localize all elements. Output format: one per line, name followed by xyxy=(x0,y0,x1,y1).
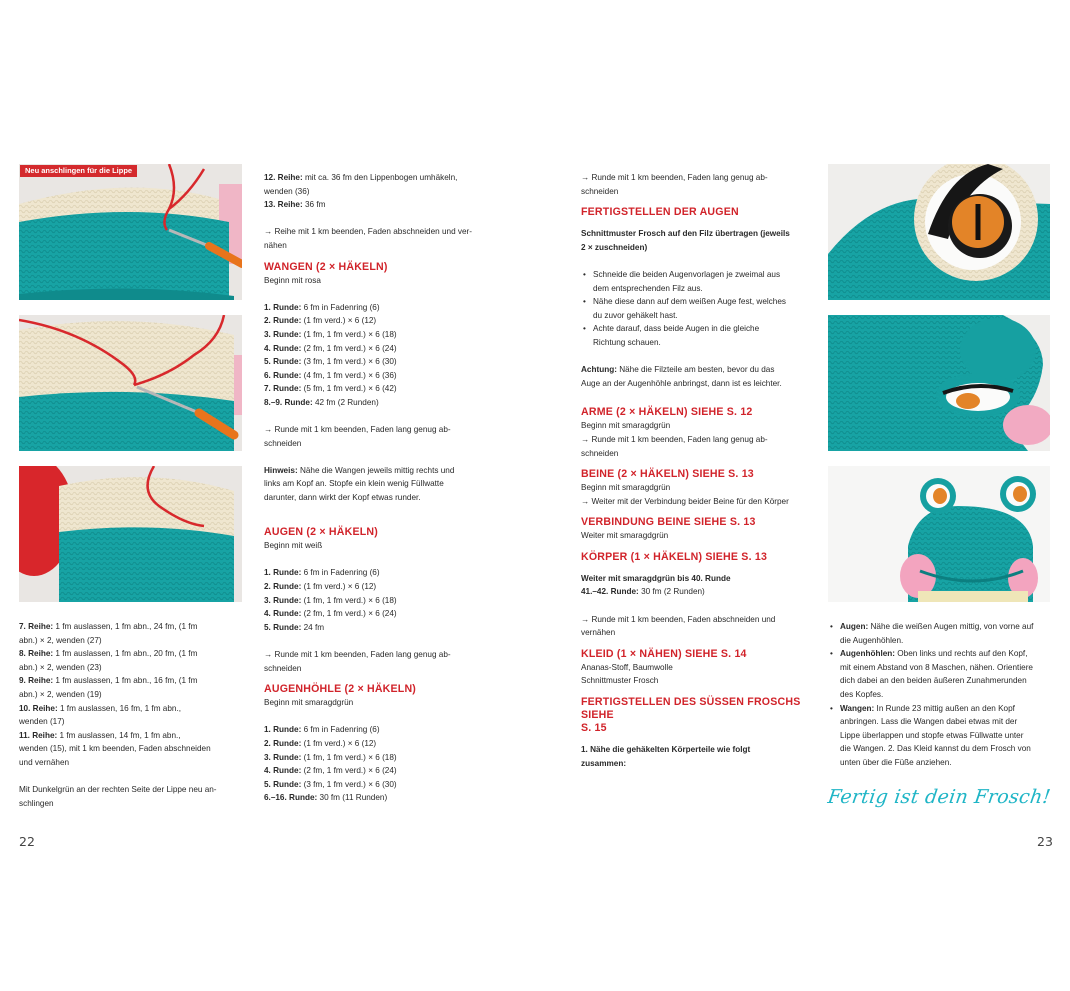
wangen-start-color: Beginn mit rosa xyxy=(264,275,321,285)
note-line: schneiden xyxy=(581,186,619,196)
instruction-line: 4. Runde: (2 fm, 1 fm verd.) × 6 (24) xyxy=(264,766,397,776)
instruction-line: Achtung: Nähe die Filzteile am besten, bevor du das xyxy=(581,365,775,375)
bullet-item: • Nähe diese dann auf dem weißen Auge fest, welches du zuvor gehäkelt hast. xyxy=(581,295,811,322)
kleid-line: Ananas-Stoff, Baumwolle xyxy=(581,662,673,672)
instruction-line: 5. Runde: (3 fm, 1 fm verd.) × 6 (30) xyxy=(264,779,397,789)
heading-arme: ARME (2 × HÄKELN) SIEHE S. 12 xyxy=(581,406,753,419)
assembly-list xyxy=(828,620,1058,770)
instruction-line: 3. Runde: (1 fm, 1 fm verd.) × 6 (18) xyxy=(264,752,397,762)
instruction-line: 2. Runde: (1 fm verd.) × 6 (12) xyxy=(264,316,377,326)
bullet-item: • Augenhöhlen: Oben links und rechts auf den Kopf, mit einem Abstand von 8 Maschen, nähen. Orientiere dich dabei an den beiden äußeren Zunahmerunden des Kopfes. xyxy=(828,647,1058,701)
instruction-line: 6. Runde: (4 fm, 1 fm verd.) × 6 (36) xyxy=(264,370,397,380)
instruction-line: und vernähen xyxy=(19,757,70,767)
instructions-column-4 xyxy=(828,620,1058,770)
arme-line: Beginn mit smaragdgrün xyxy=(581,421,671,431)
note-line: vernähen xyxy=(581,628,616,638)
schnittmuster-line: 2 × zuschneiden) xyxy=(581,242,648,252)
photo-frog-finished xyxy=(828,466,1050,602)
photo-lip-step-3 xyxy=(19,466,242,602)
kleid-line: Schnittmuster Frosch xyxy=(581,676,659,686)
heading-fertigstellen-frosch-2: S. 15 xyxy=(581,722,607,735)
instruction-line: 13. Reihe: 36 fm xyxy=(264,200,326,210)
photo-frog-head-side-image xyxy=(828,315,1050,451)
photo-frog-eye-closeup-image xyxy=(828,164,1050,300)
beine-line: Beginn mit smaragdgrün xyxy=(581,483,671,493)
note-line: schneiden xyxy=(264,438,302,448)
instruction-line: schlingen xyxy=(19,798,54,808)
heading-fertigstellen-frosch: FERTIGSTELLEN DES SÜSSEN FROSCHS SIEHE xyxy=(581,696,801,722)
finished-frog-script: Fertig ist dein Frosch! xyxy=(826,786,1053,808)
bullet-item: • Wangen: In Runde 23 mittig außen an den Kopf anbringen. Lass die Wangen dabei etwas mit der Lippe überlappen und stopfe etwas Füllwatte unter die Wangen. 2. Das Kleid kannst du dem Frosch von unten über die Füße anziehen. xyxy=(828,702,1058,770)
photo-frog-eye-closeup xyxy=(828,164,1050,300)
note-line: → Runde mit 1 km beenden, Faden lang genug ab- xyxy=(581,173,768,182)
note-line: schneiden xyxy=(264,663,302,673)
instruction-line: 4. Runde: (2 fm, 1 fm verd.) × 6 (24) xyxy=(264,343,397,353)
note-line: → Runde mit 1 km beenden, Faden lang genug ab- xyxy=(264,650,451,659)
heading-augenhoehle: AUGENHÖHLE (2 × HÄKELN) xyxy=(264,683,417,696)
instruction-line: 2. Runde: (1 fm verd.) × 6 (12) xyxy=(264,738,377,748)
heading-verbindung: VERBINDUNG BEINE SIEHE S. 13 xyxy=(581,516,756,529)
augen-start-color: Beginn mit weiß xyxy=(264,541,323,551)
instruction-line: 1. Runde: 6 fm in Fadenring (6) xyxy=(264,302,380,312)
instruction-line: 5. Runde: (3 fm, 1 fm verd.) × 6 (30) xyxy=(264,357,397,367)
instruction-line: 11. Reihe: 1 fm auslassen, 14 fm, 1 fm abn., xyxy=(19,730,181,740)
instruction-line: 7. Reihe: 1 fm auslassen, 1 fm abn., 24 fm, (1 fm xyxy=(19,622,198,631)
instruction-line: wenden (17) xyxy=(19,717,65,727)
assembly-step: 1. Nähe die gehäkelten Körperteile wie folgt xyxy=(581,745,751,755)
note-line: → Runde mit 1 km beenden, Faden lang genug ab- xyxy=(264,425,451,435)
instruction-line: darunter, dann wirkt der Kopf etwas runder. xyxy=(264,493,421,503)
instruction-line: 7. Runde: (5 fm, 1 fm verd.) × 6 (42) xyxy=(264,384,397,394)
eye-steps-list xyxy=(581,268,811,350)
bullet-item: • Schneide die beiden Augenvorlagen je zweimal aus dem entsprechenden Filz aus. xyxy=(581,268,811,295)
instructions-column-2 xyxy=(264,171,504,805)
page-number-left: 22 xyxy=(19,834,35,849)
instruction-line: links am Kopf an. Stopfe ein klein wenig Füllwatte xyxy=(264,479,444,489)
instruction-line: Auge an der Augenhöhle anbringst, dann ist es leichter. xyxy=(581,378,782,388)
heading-koerper: KÖRPER (1 × HÄKELN) SIEHE S. 13 xyxy=(581,550,768,563)
photo-lip-step-1-image xyxy=(19,164,242,300)
instruction-line: 5. Runde: 24 fm xyxy=(264,622,325,632)
instruction-line: abn.) × 2, wenden (27) xyxy=(19,635,102,645)
photo-lip-step-1 xyxy=(19,164,242,300)
heading-kleid: KLEID (1 × NÄHEN) SIEHE S. 14 xyxy=(581,647,747,660)
arme-line: → Runde mit 1 km beenden, Faden lang genug ab- xyxy=(581,434,768,444)
instruction-line: wenden (36) xyxy=(264,186,310,196)
verbindung-line: Weiter mit smaragdgrün xyxy=(581,531,669,541)
instruction-line: 3. Runde: (1 fm, 1 fm verd.) × 6 (18) xyxy=(264,329,397,339)
heading-fertigstellen-augen: FERTIGSTELLEN DER AUGEN xyxy=(581,206,739,219)
instruction-line: 2. Runde: (1 fm verd.) × 6 (12) xyxy=(264,582,377,592)
instruction-line: Mit Dunkelgrün an der rechten Seite der Lippe neu an- xyxy=(19,785,217,795)
photo-lip-step-3-image xyxy=(19,466,242,602)
instruction-line: 9. Reihe: 1 fm auslassen, 1 fm abn., 16 fm, (1 fm xyxy=(19,676,198,686)
instruction-line: 1. Runde: 6 fm in Fadenring (6) xyxy=(264,725,380,735)
instruction-line: 3. Runde: (1 fm, 1 fm verd.) × 6 (18) xyxy=(264,595,397,605)
instruction-line: 8.–9. Runde: 42 fm (2 Runden) xyxy=(264,397,379,407)
heading-beine: BEINE (2 × HÄKELN) SIEHE S. 13 xyxy=(581,468,754,481)
instruction-line: 12. Reihe: mit ca. 36 fm den Lippenbogen umhäkeln, xyxy=(264,173,458,182)
augenhoehle-start-color: Beginn mit smaragdgrün xyxy=(264,698,354,708)
assembly-step: zusammen: xyxy=(581,758,627,768)
instructions-column-3 xyxy=(581,171,811,770)
photo-frog-head-side xyxy=(828,315,1050,451)
heading-wangen: WANGEN (2 × HÄKELN) xyxy=(264,260,388,273)
bullet-item: • Augen: Nähe die weißen Augen mittig, von vorne auf die Augenhöhlen. xyxy=(828,620,1058,647)
instruction-line: abn.) × 2, wenden (23) xyxy=(19,662,102,672)
bullet-item: • Achte darauf, dass beide Augen in die gleiche Richtung schauen. xyxy=(581,322,811,349)
instructions-rows-7-11 xyxy=(19,620,244,810)
arme-line: schneiden xyxy=(581,448,619,458)
instruction-line: abn.) × 2, wenden (19) xyxy=(19,689,102,699)
photo-frog-finished-image xyxy=(828,466,1050,602)
koerper-line: Weiter mit smaragdgrün bis 40. Runde xyxy=(581,573,731,583)
page-number-right: 23 xyxy=(1037,834,1053,849)
instruction-line: Hinweis: Nähe die Wangen jeweils mittig rechts und xyxy=(264,465,455,475)
note-line: → Reihe mit 1 km beenden, Faden abschneiden und ver- xyxy=(264,227,472,237)
instruction-line: 10. Reihe: 1 fm auslassen, 16 fm, 1 fm abn., xyxy=(19,703,182,713)
schnittmuster-line: Schnittmuster Frosch auf den Filz übertragen (jeweils xyxy=(581,229,790,239)
instruction-line: 1. Runde: 6 fm in Fadenring (6) xyxy=(264,568,380,578)
photo-caption: Neu anschlingen für die Lippe xyxy=(20,165,137,177)
koerper-round: 41.–42. Runde: 30 fm (2 Runden) xyxy=(581,587,705,597)
heading-augen: AUGEN (2 × HÄKELN) xyxy=(264,526,378,539)
photo-lip-step-2-image xyxy=(19,315,242,451)
beine-line: → Weiter mit der Verbindung beider Beine für den Körper xyxy=(581,496,789,506)
instruction-line: 4. Runde: (2 fm, 1 fm verd.) × 6 (24) xyxy=(264,609,397,619)
note-line: → Runde mit 1 km beenden, Faden abschneiden und xyxy=(581,614,776,624)
instruction-line: 8. Reihe: 1 fm auslassen, 1 fm abn., 20 fm, (1 fm xyxy=(19,649,198,659)
instruction-line: 6.–16. Runde: 30 fm (11 Runden) xyxy=(264,793,388,803)
instruction-line: wenden (15), mit 1 km beenden, Faden abschneiden xyxy=(19,744,211,754)
photo-lip-step-2 xyxy=(19,315,242,451)
note-line: nähen xyxy=(264,240,287,250)
